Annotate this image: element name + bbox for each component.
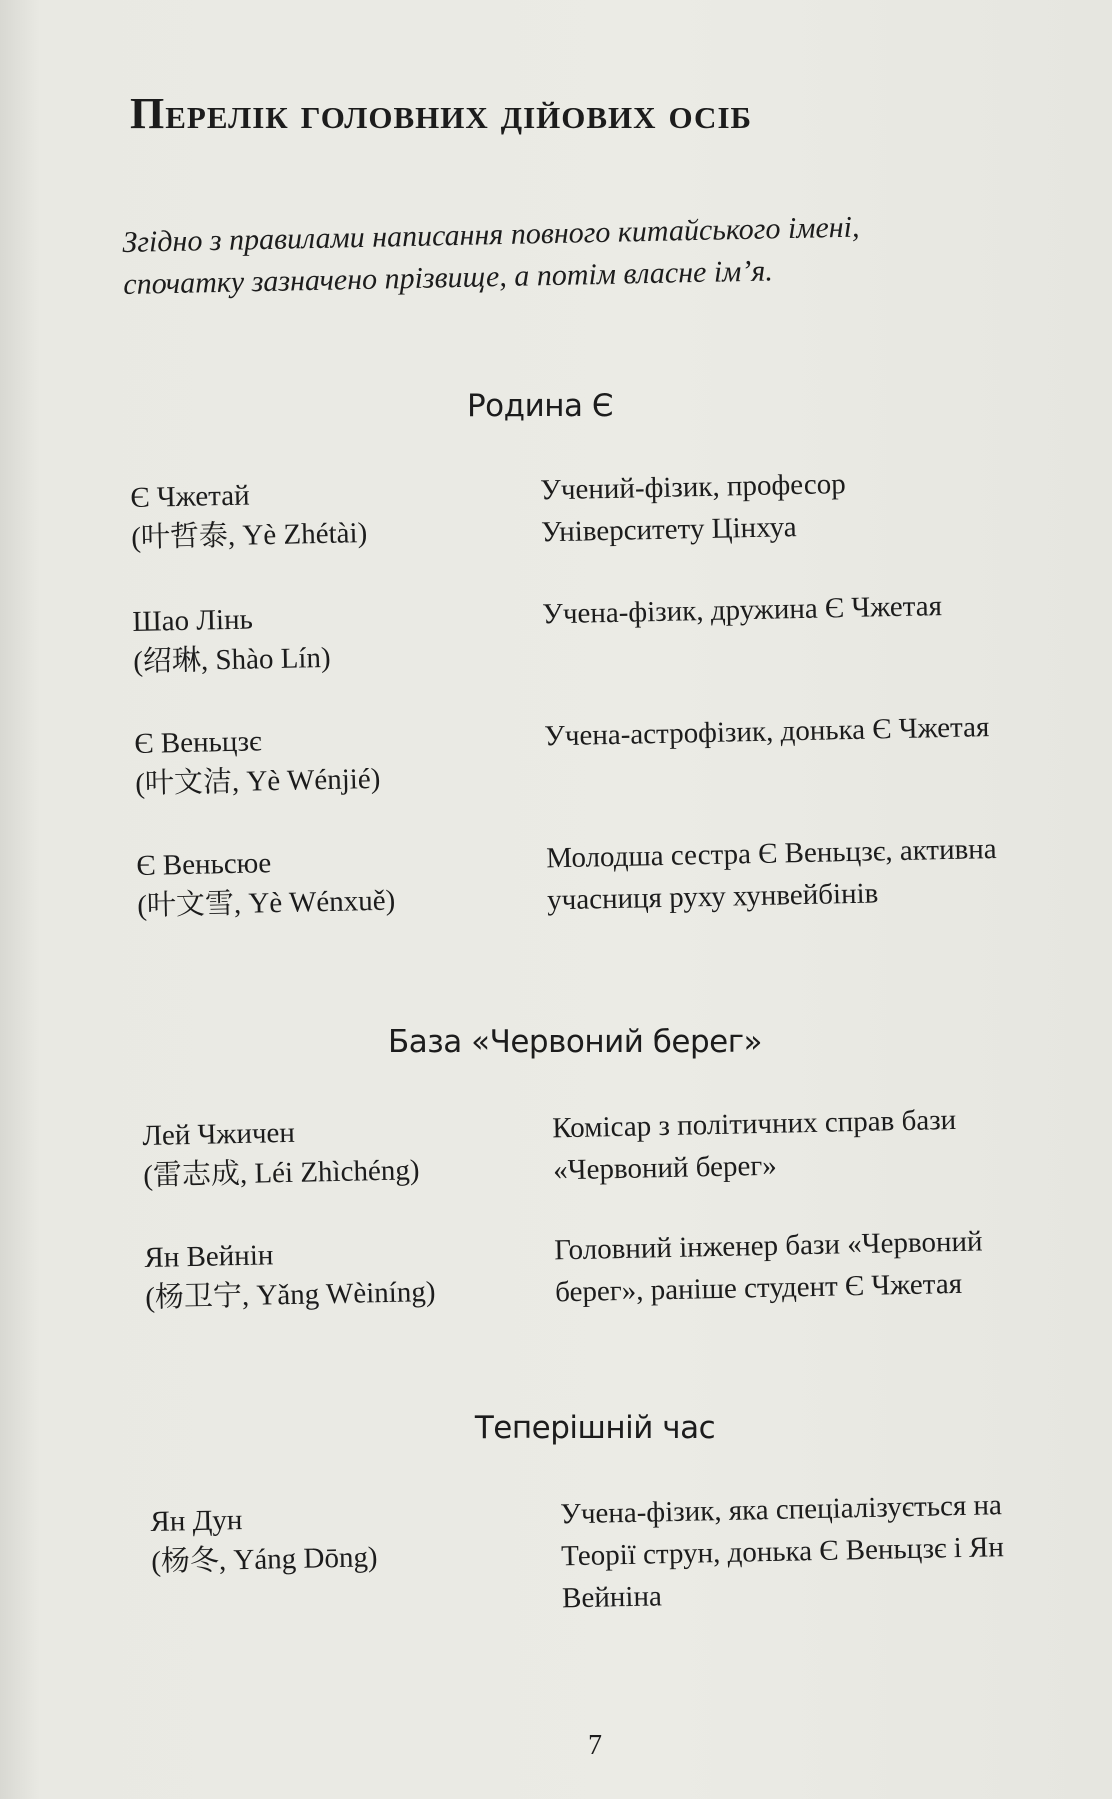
intro-paragraph: Згідно з правилами написання повного китайського імені, спочатку зазначено прізвище, а потім власне ім’я. <box>122 210 860 301</box>
person-name-block <box>136 838 538 926</box>
person-description: Учена-фізик, яка спеціалізується на Теорії струн, донька Є Веньцзє і Ян Вейніна <box>560 1489 1005 1615</box>
person-entry <box>136 827 1036 922</box>
person-entry <box>144 1219 1044 1314</box>
person-name-block <box>142 1108 544 1196</box>
person-chinese-name: (雷志成, Léi Zhìchéng) <box>142 1154 420 1192</box>
person-name: Шао Лінь <box>132 603 254 638</box>
page-number: 7 <box>588 1730 602 1761</box>
person-name: Є Веньсюе <box>136 847 272 882</box>
person-name: Лей Чжичен <box>142 1116 296 1152</box>
person-name-block <box>144 1230 546 1318</box>
person-chinese-name: (杨卫宁, Yǎng Wèiníng) <box>144 1275 436 1314</box>
person-description: Комісар з політичних справ бази «Червоний берег» <box>552 1103 957 1187</box>
person-entry <box>142 1097 1042 1192</box>
person-chinese-name: (杨冬, Yáng Dōng) <box>150 1541 378 1578</box>
person-chinese-name: (叶文雪, Yè Wénxuě) <box>136 884 396 922</box>
person-description: Учена-астрофізик, донька Є Чжетая <box>544 711 990 753</box>
person-entry <box>150 1483 1050 1615</box>
person-description: Учений-фізик, професор Університету Цінхуа <box>540 468 847 549</box>
person-entry <box>134 705 1034 800</box>
section-heading-family: Родина Є <box>466 388 613 424</box>
person-name-block <box>132 594 534 682</box>
person-chinese-name: (叶文洁, Yè Wénjié) <box>134 762 381 800</box>
page-title: Перелік головних дійових осіб <box>130 89 752 138</box>
person-chinese-name: (叶哲泰, Yè Zhétài) <box>130 517 368 554</box>
person-name: Ян Вейнін <box>144 1239 274 1274</box>
person-name: Є Веньцзє <box>134 725 262 760</box>
person-name-block <box>150 1494 552 1582</box>
person-description: Головний інженер бази «Червоний берег», раніше студент Є Чжетая <box>554 1225 983 1309</box>
person-name-block <box>134 716 536 804</box>
person-entry <box>132 583 1032 678</box>
person-description: Молодша сестра Є Веньцзє, активна учасниця руху хунвейбінів <box>546 832 997 917</box>
person-name: Ян Дун <box>150 1504 243 1538</box>
section-heading-base: База «Червоний берег» <box>388 1024 762 1060</box>
person-chinese-name: (绍琳, Shào Lín) <box>132 641 331 678</box>
person-name: Є Чжетай <box>130 479 250 514</box>
person-name-block <box>130 470 532 558</box>
person-entry <box>130 459 1030 554</box>
person-description: Учена-фізик, дружина Є Чжетая <box>542 590 943 631</box>
section-heading-present: Теперішній час <box>474 1410 716 1446</box>
